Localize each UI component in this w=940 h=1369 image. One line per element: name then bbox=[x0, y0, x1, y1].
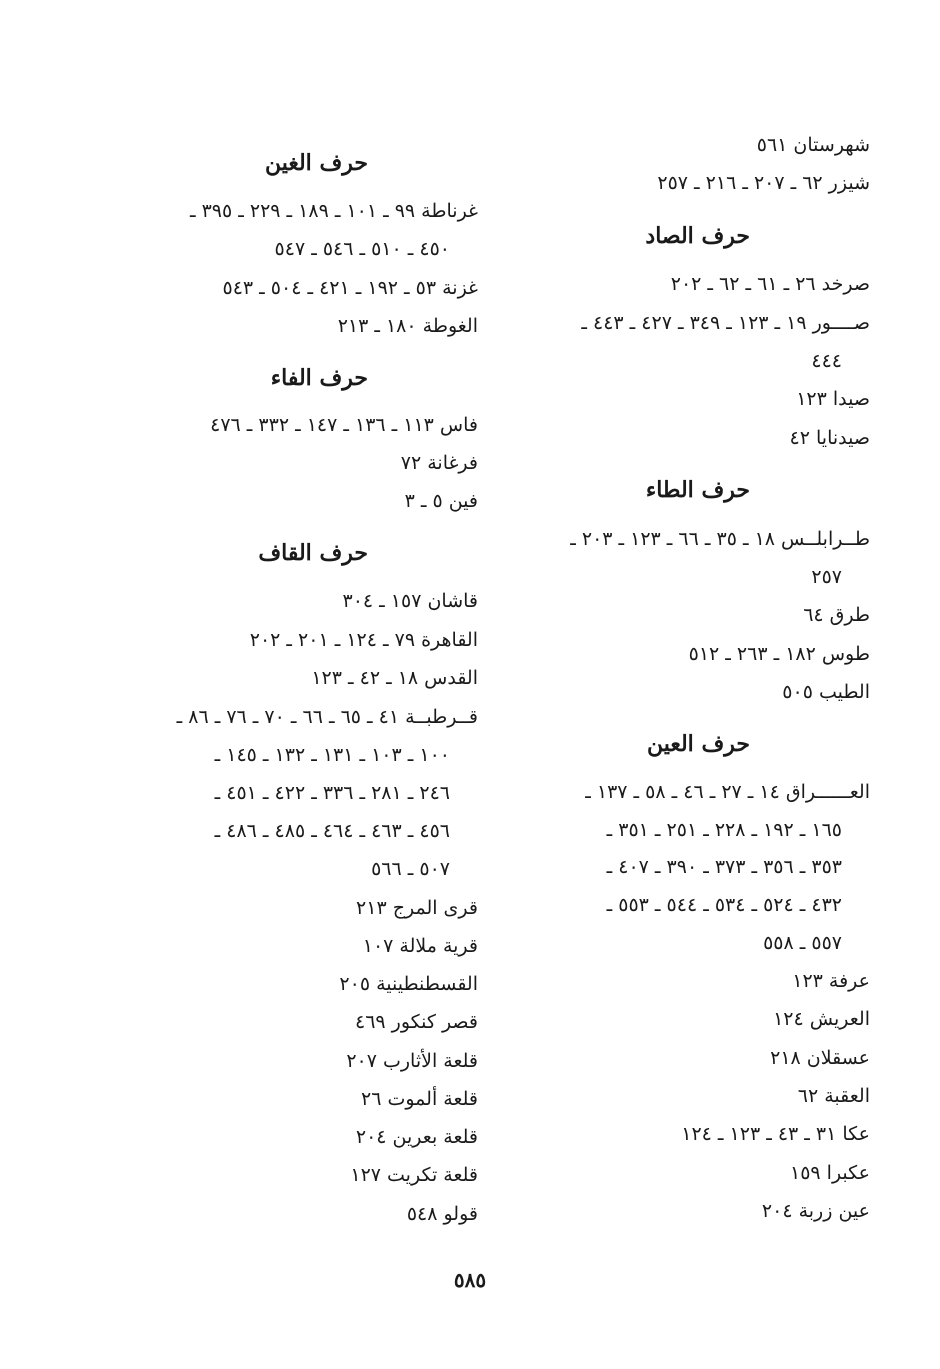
section-heading: حرف الصاد bbox=[645, 223, 750, 249]
index-entry: قلعة بعرين ٢٠٤ bbox=[355, 1126, 478, 1148]
index-entry: صيدا ١٢٣ bbox=[796, 388, 870, 410]
index-entry: شهرستان ٥٦١ bbox=[756, 134, 870, 156]
index-entry: فرغانة ٧٢ bbox=[400, 452, 478, 474]
index-entry: القسطنطينية ٢٠٥ bbox=[339, 973, 478, 995]
index-entry: غرناطة ٩٩ ـ ١٠١ ـ ١٨٩ ـ ٢٢٩ ـ ٣٩٥ ـ bbox=[189, 200, 478, 222]
index-entry: طرق ٦٤ bbox=[803, 604, 870, 626]
index-entry: قاشان ١٥٧ ـ ٣٠٤ bbox=[342, 590, 478, 612]
index-entry: عين زربة ٢٠٤ bbox=[761, 1200, 870, 1222]
section-heading: حرف الغين bbox=[264, 150, 368, 176]
index-entry: قلعة الأثارب ٢٠٧ bbox=[346, 1050, 478, 1072]
index-entry: قولو ٥٤٨ bbox=[406, 1203, 478, 1225]
index-entry: صرخد ٢٦ ـ ٦١ ـ ٦٢ ـ ٢٠٢ bbox=[670, 273, 870, 295]
index-entry: قرى المرج ٢١٣ bbox=[356, 897, 478, 919]
index-entry: طوس ١٨٢ ـ ٢٦٣ ـ ٥١٢ bbox=[688, 643, 870, 665]
index-entry: صــــور ١٩ ـ ١٢٣ ـ ٣٤٩ ـ ٤٢٧ ـ ٤٤٣ ـ bbox=[581, 312, 870, 334]
index-entry: عسقلان ٢١٨ bbox=[770, 1047, 870, 1069]
section-heading: حرف العين bbox=[646, 731, 750, 757]
index-entry: قصر كنكور ٤٦٩ bbox=[354, 1011, 478, 1033]
index-entry: العريش ١٢٤ bbox=[773, 1008, 870, 1030]
section-heading: حرف الطاء bbox=[645, 477, 750, 503]
index-entry-continuation: ٥٥٧ ـ ٥٥٨ bbox=[763, 932, 842, 954]
index-entry: الطيب ٥٠٥ bbox=[782, 681, 870, 703]
index-entry: القدس ١٨ ـ ٤٢ ـ ١٢٣ bbox=[311, 667, 478, 689]
index-entry-continuation: ٤٤٤ bbox=[811, 350, 842, 372]
index-entry: شيزر ٦٢ ـ ٢٠٧ ـ ٢١٦ ـ ٢٥٧ bbox=[657, 172, 870, 194]
index-entry: العــــــراق ١٤ ـ ٢٧ ـ ٤٦ ـ ٥٨ ـ ١٣٧ ـ bbox=[585, 781, 870, 803]
index-entry: فين ٥ ـ ٣ bbox=[404, 490, 478, 512]
index-entry-continuation: ٤٥٦ ـ ٤٦٣ ـ ٤٦٤ ـ ٤٨٥ ـ ٤٨٦ ـ bbox=[214, 820, 450, 842]
index-entry: قرية ملالة ١٠٧ bbox=[362, 935, 478, 957]
index-entry: غزنة ٥٣ ـ ١٩٢ ـ ٤٢١ ـ ٥٠٤ ـ ٥٤٣ bbox=[222, 277, 478, 299]
index-entry-continuation: ٢٥٧ bbox=[811, 566, 842, 588]
section-heading: حرف الفاء bbox=[270, 365, 368, 391]
index-entry-continuation: ٣٥٣ ـ ٣٥٦ ـ ٣٧٣ ـ ٣٩٠ ـ ٤٠٧ ـ bbox=[606, 856, 842, 878]
section-heading: حرف القاف bbox=[258, 540, 368, 566]
index-entry: عرفة ١٢٣ bbox=[792, 970, 870, 992]
index-entry: عكبرا ١٥٩ bbox=[790, 1162, 870, 1184]
page-number: ٥٨٥ bbox=[453, 1268, 487, 1292]
index-entry: طــرابلــس ١٨ ـ ٣٥ ـ ٦٦ ـ ١٢٣ ـ ٢٠٣ ـ bbox=[570, 528, 870, 550]
index-entry-continuation: ٤٥٠ ـ ٥١٠ ـ ٥٤٦ ـ ٥٤٧ bbox=[274, 238, 450, 260]
index-entry: قــرطبــة ٤١ ـ ٦٥ ـ ٦٦ ـ ٧٠ ـ ٧٦ ـ ٨٦ ـ bbox=[176, 706, 478, 728]
index-entry-continuation: ١٠٠ ـ ١٠٣ ـ ١٣١ ـ ١٣٢ ـ ١٤٥ ـ bbox=[214, 744, 450, 766]
index-entry-continuation: ٢٤٦ ـ ٢٨١ ـ ٣٣٦ ـ ٤٢٢ ـ ٤٥١ ـ bbox=[214, 782, 450, 804]
index-entry: قلعة تكريت ١٢٧ bbox=[350, 1164, 478, 1186]
index-entry: فاس ١١٣ ـ ١٣٦ ـ ١٤٧ ـ ٣٣٢ ـ ٤٧٦ bbox=[210, 414, 478, 436]
index-entry: عكا ٣١ ـ ٤٣ ـ ١٢٣ ـ ١٢٤ bbox=[681, 1123, 870, 1145]
index-entry: العقبة ٦٢ bbox=[797, 1085, 870, 1107]
index-entry: القاهرة ٧٩ ـ ١٢٤ ـ ٢٠١ ـ ٢٠٢ bbox=[249, 629, 478, 651]
index-entry: الغوطة ١٨٠ ـ ٢١٣ bbox=[337, 315, 478, 337]
index-entry-continuation: ٤٣٢ ـ ٥٢٤ ـ ٥٣٤ ـ ٥٤٤ ـ ٥٥٣ ـ bbox=[606, 894, 842, 916]
index-entry-continuation: ١٦٥ ـ ١٩٢ ـ ٢٢٨ ـ ٢٥١ ـ ٣٥١ ـ bbox=[606, 819, 842, 841]
index-entry: قلعة ألموت ٢٦ bbox=[361, 1088, 478, 1110]
index-entry-continuation: ٥٠٧ ـ ٥٦٦ bbox=[371, 858, 450, 880]
index-entry: صيدنايا ٤٢ bbox=[789, 427, 870, 449]
